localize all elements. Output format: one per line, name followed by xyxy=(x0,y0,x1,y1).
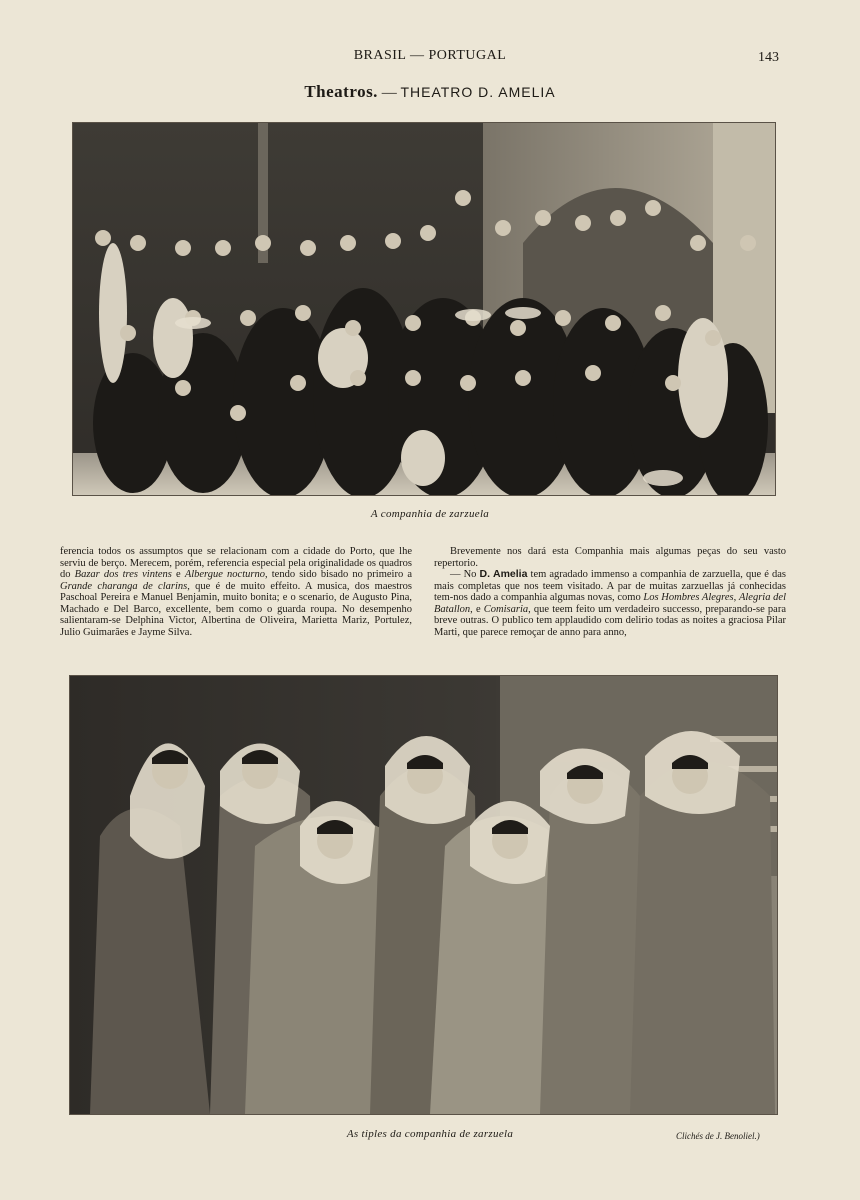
theatre-name: D. Amelia xyxy=(479,568,528,580)
page-number: 143 xyxy=(758,50,779,65)
article-right-column xyxy=(434,546,786,646)
section-title-theatre: THEATRO D. AMELIA xyxy=(400,84,556,100)
section-title-main: Theatros. xyxy=(304,82,378,101)
article-left-paragraph xyxy=(60,546,412,638)
photo-company-group xyxy=(72,122,776,496)
work-title-bazar: Bazar dos tres vintens xyxy=(74,569,172,580)
work-title-charanga: Grande charanga de clarins xyxy=(60,580,188,592)
left-text-1: ferencia todos os assumptos que se relacionam com a cidade do Porto, que lhe serviu de berço. Merecem, porém, referencia especial pela originalidade os quadros do xyxy=(60,546,412,580)
right-sep-2: , e xyxy=(470,603,484,615)
left-text-2: e xyxy=(171,569,185,580)
work-title-hombres: Los Hombres Alegres xyxy=(643,592,734,603)
caption-company-group: A companhia de zarzuela xyxy=(370,508,490,520)
photo-tiples-image xyxy=(70,676,777,1114)
work-title-comisaria: Comisaria xyxy=(483,603,529,615)
section-title xyxy=(0,82,860,102)
right-text-3: , que teem feito um verdadeiro successo, preparando-se para breve outras. O publico tem applaudido com delirio todas as noites a graciosa Pilar Marti, que parece remoçar de anno para anno, xyxy=(434,603,786,638)
article-left-column xyxy=(60,546,412,646)
article-right-paragraph-2 xyxy=(434,569,786,638)
photo-credit: Clichés de J. Benoliel.) xyxy=(676,1131,760,1141)
right-sep-1: , xyxy=(733,592,739,603)
work-title-albergue: Albergue nocturno xyxy=(184,569,265,580)
left-text-4: , que é de muito effeito. A musica, dos maestros Paschoal Pereira e Manuel Benjamin, muito bonita; e o scenario, de Augusto Pina, Machado e Del Barco, excellente, bem como o guarda roupa. No desempenho salientaram-se Delphina Victor, Albertina de Oliveira, Marietta Mariz, Portulez, Julio Guimarães e Jayme Silva. xyxy=(60,580,412,638)
section-title-dash: — xyxy=(377,85,401,101)
article-right-paragraph-1: Brevemente nos dará esta Companhia mais algumas peças do seu vasto repertorio. xyxy=(434,546,786,569)
masthead: BRASIL — PORTUGAL xyxy=(353,48,507,63)
work-title-alegria: Alegria del Batallon xyxy=(434,592,786,615)
photo-tiples xyxy=(69,675,778,1115)
right-text-2: tem agradado immenso a companhia de zarzuella, que é das mais completas que nos teem visitado. A par de muitas zarzuellas já conhecidas tem-nos dado a companhia algumas novas, como xyxy=(434,569,786,603)
right-text-1: — No xyxy=(450,569,480,580)
photo-company-group-image xyxy=(73,123,775,495)
caption-tiples: As tiples da companhia de zarzuela xyxy=(346,1128,514,1140)
left-text-3: , tendo sido bisado no primeiro a xyxy=(264,569,412,580)
